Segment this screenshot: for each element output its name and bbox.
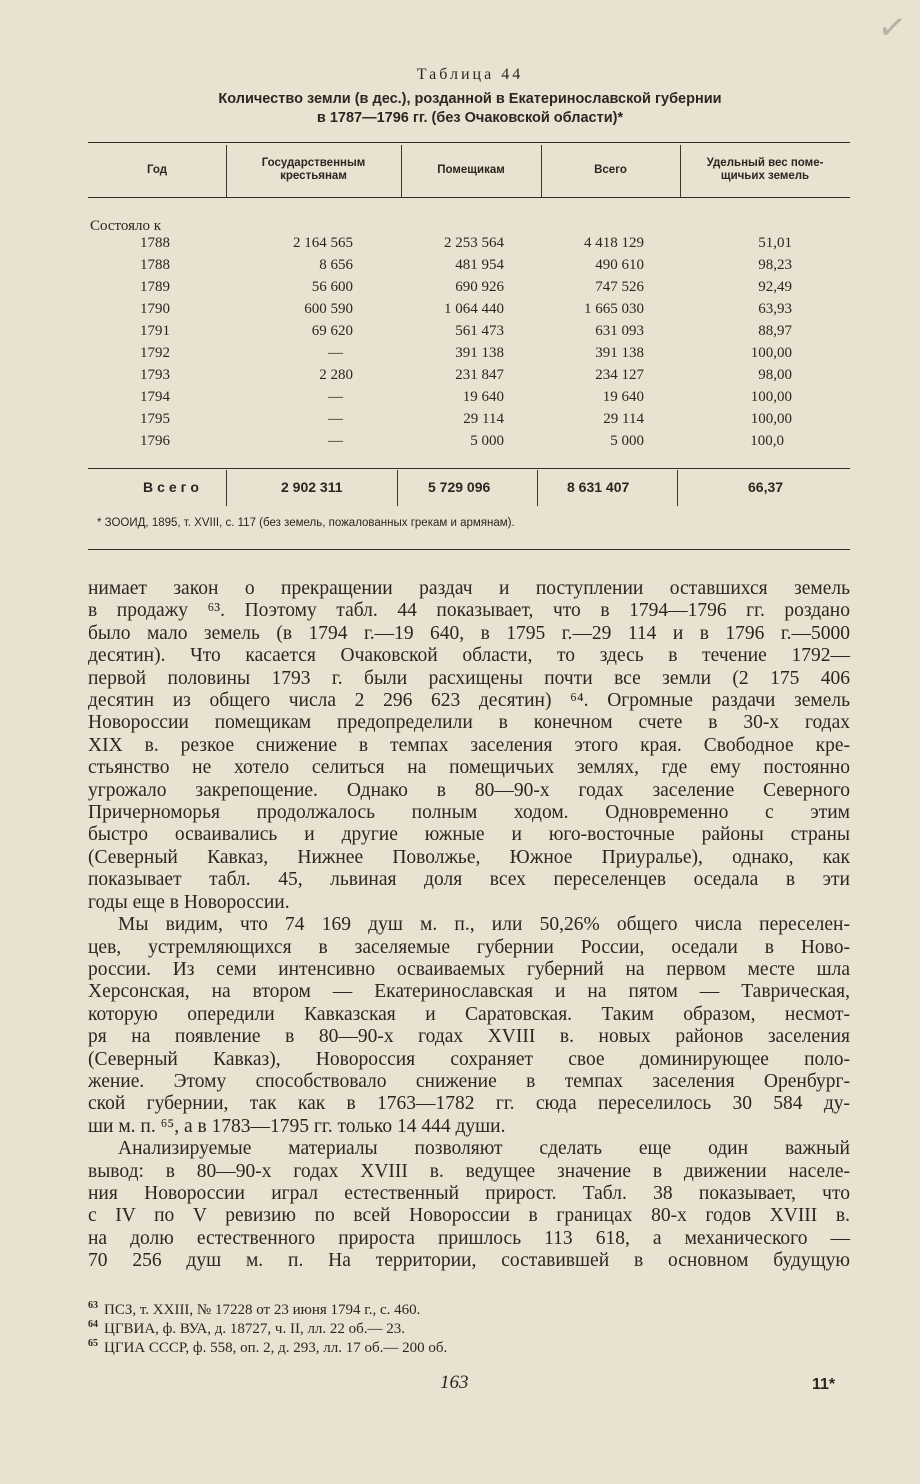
cell-landowners: 481 954 xyxy=(455,257,504,273)
page-number: 163 xyxy=(440,1372,469,1393)
table-bottom-rule xyxy=(88,549,850,550)
table-row xyxy=(88,433,850,455)
cell-year: 1794 xyxy=(140,389,170,405)
footnote-number: 64 xyxy=(88,1319,98,1330)
footnote-text: ЦГВИА, ф. ВУА, д. 18727, ч. II, лл. 22 об.— 23. xyxy=(104,1321,406,1337)
footnote-text: ЦГИА СССР, ф. 558, оп. 2, д. 293, лл. 17 об.— 200 об. xyxy=(104,1340,448,1356)
cell-share: 98,23 xyxy=(758,257,792,273)
text-line: ния Новороссии играл естественный прирост. Табл. 38 показывает, что xyxy=(88,1182,850,1204)
cell-share: 100,0 xyxy=(750,433,784,449)
cell-total: 234 127 xyxy=(595,367,644,383)
footnote-number: 65 xyxy=(88,1338,98,1349)
table-row xyxy=(88,257,850,279)
cell-year: 1795 xyxy=(140,411,170,427)
table-caption: Таблица 44 xyxy=(416,66,524,83)
text-line: с IV по V ревизию по всей Новороссии в границах 80-х годов XVIII в. xyxy=(88,1205,850,1227)
table-header-rule xyxy=(88,197,850,198)
cell-landowners: 19 640 xyxy=(462,389,504,405)
cell-share: 88,97 xyxy=(758,323,792,339)
cell-landowners: 391 138 xyxy=(455,345,504,361)
text-line: быстро осваивались и другие южные и юго-восточные районы страны xyxy=(88,824,850,846)
text-line: россии. Из семи интенсивно осваиваемых губерний на первом месте шла xyxy=(88,958,850,980)
cell-share: 98,00 xyxy=(758,367,792,383)
text-line: (Северный Кавказ), Новороссия сохраняет свое доминирующее поло- xyxy=(88,1048,850,1070)
text-line: годы еще в Новороссии. xyxy=(88,891,290,913)
cell-total: 747 526 xyxy=(595,279,644,295)
cell-total: 1 665 030 xyxy=(584,301,644,317)
cell-total: 631 093 xyxy=(595,323,644,339)
pencil-check-mark-icon: ✓ xyxy=(874,6,909,50)
header-state-peasants xyxy=(226,157,401,183)
text-line: XIX в. резкое снижение в темпах заселения этого края. Свободное кре- xyxy=(88,734,850,756)
table-row xyxy=(88,389,850,411)
cell-landowners: 561 473 xyxy=(455,323,504,339)
cell-landowners: 2 253 564 xyxy=(444,235,504,251)
cell-total: 490 610 xyxy=(595,257,644,273)
cell-share: 100,00 xyxy=(750,411,792,427)
table-row xyxy=(88,235,850,257)
cell-year: 1792 xyxy=(140,345,170,361)
table-total-row xyxy=(88,479,850,503)
cell-state: — xyxy=(328,345,343,361)
text-line: Херсонская, на втором — Екатеринославская и на пятом — Таврическая, xyxy=(88,981,850,1003)
table-row xyxy=(88,367,850,389)
cell-state: — xyxy=(328,411,343,427)
total-total: 8 631 407 xyxy=(567,479,630,495)
text-line: угрожало закрепощение. Однако в 80—90-х годах заселение Северного xyxy=(88,779,850,801)
paragraph-2 xyxy=(88,914,850,1138)
cell-share: 63,93 xyxy=(758,301,792,317)
cell-share: 100,00 xyxy=(750,389,792,405)
paragraph-3 xyxy=(88,1138,850,1272)
table-footnote: * ЗООИД, 1895, т. XVIII, с. 117 (без земель, пожалованных грекам и армянам). xyxy=(97,517,515,529)
text-line: показывает табл. 45, львиная доля всех переселенцев оседала в эти xyxy=(88,869,850,891)
header-share-line-2: щичьих земель xyxy=(720,170,810,182)
footnote-text: ПСЗ, т. XXIII, № 17228 от 23 июня 1794 г., с. 460. xyxy=(104,1302,421,1318)
cell-year: 1788 xyxy=(140,235,170,251)
cell-share: 92,49 xyxy=(758,279,792,295)
text-line: первой половины 1793 г. были расхищены почти все земли (2 175 406 xyxy=(88,667,850,689)
cell-year: 1788 xyxy=(140,257,170,273)
text-line: десятин). Что касается Очаковской области, то здесь в течение 1792— xyxy=(88,645,850,667)
table-row xyxy=(88,323,850,345)
cell-total: 4 418 129 xyxy=(584,235,644,251)
text-line: ши м. п. ⁶⁵, а в 1783—1795 гг. только 14 444 души. xyxy=(88,1115,506,1137)
text-line: вывод: в 80—90-х годах XVIII в. ведущее значение в движении населе- xyxy=(88,1160,850,1182)
text-line: жение. Этому способствовало снижение в темпах заселения Оренбург- xyxy=(88,1070,850,1092)
table-row xyxy=(88,279,850,301)
text-line: десятин из общего числа 2 296 623 десятин) ⁶⁴. Огромные раздачи земель xyxy=(88,690,850,712)
header-share-line-1: Удельный вес поме- xyxy=(706,157,824,169)
cell-state: — xyxy=(328,433,343,449)
cell-share: 100,00 xyxy=(750,345,792,361)
table-row xyxy=(88,411,850,433)
text-line: ря на появление в 80—90-х годах XVIII в. новых районов заселения xyxy=(88,1026,850,1048)
text-line: в продажу ⁶³. Поэтому табл. 44 показывает, что в 1794—1796 гг. роздано xyxy=(88,600,850,622)
text-line: Анализируемые материалы позволяют сделать еще один важный xyxy=(118,1138,850,1160)
total-share: 66,37 xyxy=(748,479,784,495)
text-line: нимает закон о прекращении раздач и поступлении оставшихся земель xyxy=(88,578,850,599)
text-line: Новороссии помещикам предопределили в конечном счете в 30-х годах xyxy=(88,712,850,734)
table-total-rule xyxy=(88,468,850,469)
cell-year: 1793 xyxy=(140,367,170,383)
header-total: Всего xyxy=(594,164,627,176)
text-line: было мало земель (в 1794 г.—19 640, в 1795 г.—29 114 и в 1796 г.—5000 xyxy=(88,622,850,644)
cell-landowners: 29 114 xyxy=(463,411,504,427)
cell-state: 2 280 xyxy=(319,367,353,383)
total-state: 2 902 311 xyxy=(281,479,343,495)
total-landowners: 5 729 096 xyxy=(428,479,491,495)
table-title xyxy=(0,90,920,128)
cell-landowners: 231 847 xyxy=(455,367,504,383)
header-state-line-2: крестьянам xyxy=(280,170,347,182)
cell-state: 600 590 xyxy=(304,301,353,317)
header-year: Год xyxy=(146,164,168,176)
footnote-65 xyxy=(88,1334,788,1358)
cell-year: 1796 xyxy=(140,433,170,449)
cell-total: 5 000 xyxy=(610,433,644,449)
footnote-number: 63 xyxy=(88,1300,98,1311)
header-state-line-1: Государственным xyxy=(261,157,366,169)
text-line: цев, устремляющихся в заселяемые губернии России, оседали в Ново- xyxy=(88,936,850,958)
table-row xyxy=(88,345,850,367)
header-share xyxy=(680,157,850,183)
total-label: Всего xyxy=(143,479,203,495)
body-text xyxy=(88,578,850,1273)
header-landowners: Помещикам xyxy=(437,164,505,176)
text-line: стьянство не хотело селиться на помещичьих землях, где ему постоянно xyxy=(88,757,850,779)
cell-year: 1790 xyxy=(140,301,170,317)
cell-state: 8 656 xyxy=(319,257,353,273)
cell-total: 19 640 xyxy=(602,389,644,405)
cell-year: 1791 xyxy=(140,323,170,339)
text-line: которую опередили Кавказская и Саратовская. Таким образом, несмот- xyxy=(88,1003,850,1025)
text-line: на долю естественного прироста пришлось 113 618, а механического — xyxy=(88,1227,850,1249)
cell-total: 391 138 xyxy=(595,345,644,361)
paragraph-1 xyxy=(88,578,850,914)
text-line: Причерноморья продолжалось полным ходом. Одновременно с этим xyxy=(88,802,850,824)
cell-landowners: 690 926 xyxy=(455,279,504,295)
cell-state: — xyxy=(328,389,343,405)
cell-total: 29 114 xyxy=(603,411,644,427)
cell-share: 51,01 xyxy=(758,235,792,251)
text-line: 70 256 душ м. п. На территории, составившей в основном будущую xyxy=(88,1250,850,1272)
cell-state: 2 164 565 xyxy=(293,235,353,251)
text-line: ской губернии, так как в 1763—1782 гг. сюда переселилось 30 584 ду- xyxy=(88,1093,850,1115)
cell-state: 56 600 xyxy=(311,279,353,295)
cell-landowners: 5 000 xyxy=(470,433,504,449)
printer-signature: 11* xyxy=(812,1376,836,1393)
table-row xyxy=(88,301,850,323)
cell-state: 69 620 xyxy=(311,323,353,339)
table-top-rule xyxy=(88,142,850,143)
table-stub-label: Состояло к xyxy=(90,218,162,234)
table-title-line-2: в 1787—1796 гг. (без Очаковской области)* xyxy=(316,110,624,126)
text-line: Мы видим, что 74 169 душ м. п., или 50,26% общего числа переселен- xyxy=(118,914,850,936)
cell-landowners: 1 064 440 xyxy=(444,301,504,317)
cell-year: 1789 xyxy=(140,279,170,295)
table-title-line-1: Количество земли (в дес.), розданной в Екатеринославской губернии xyxy=(218,91,722,107)
text-line: (Северный Кавказ, Нижнее Поволжье, Южное Приуралье), однако, как xyxy=(88,846,850,868)
